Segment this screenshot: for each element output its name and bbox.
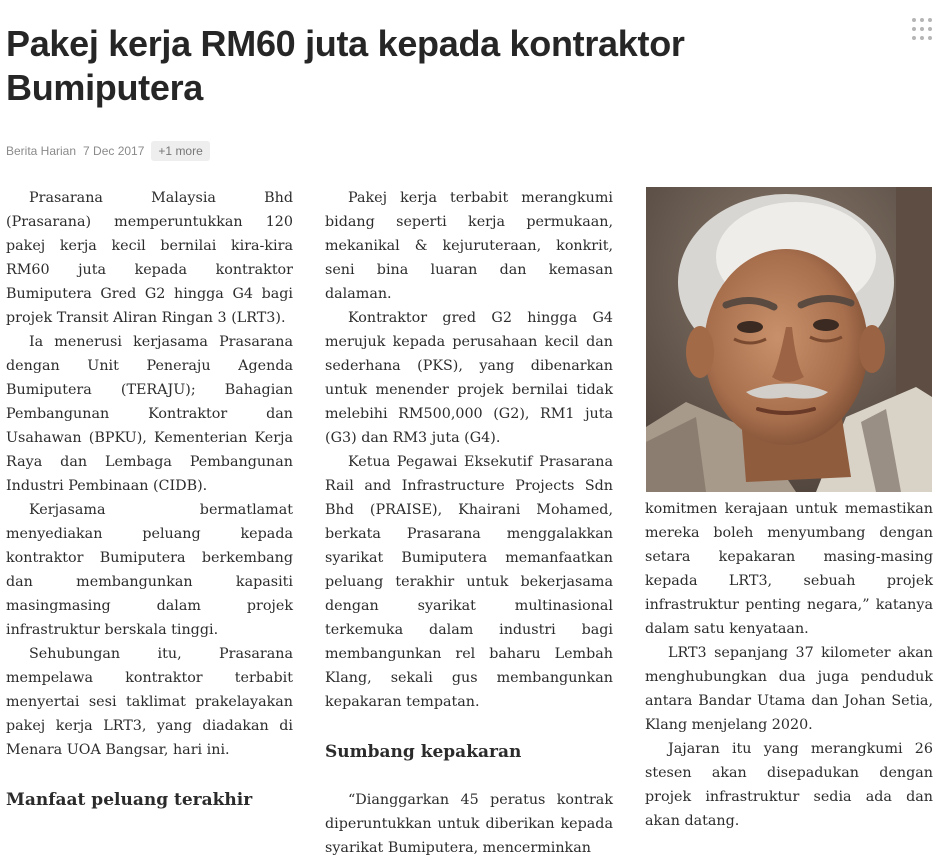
paragraph: LRT3 sepanjang 37 kilometer akan menghubungkan dua juga penduduk antara Bandar Utama dan Johan Setia, Klang menjelang 2020. [645, 645, 933, 733]
paragraph: Sehubungan itu, Prasarana mempelawa kontraktor terbabit menyertai sesi taklimat prakelayakan pakej kerja LRT3, yang diadakan di Menara UOA Bangsar, hari ini. [6, 646, 293, 758]
source-name[interactable]: Berita Harian [6, 144, 77, 158]
paragraph: Prasarana Malaysia Bhd (Prasarana) memperuntukkan 120 pakej kerja kecil bernilai kira-kira RM60 juta kepada kontraktor Bumiputera Gred G2 hingga G4 bagi projek Transit Aliran Ringan 3 (LRT3). [6, 190, 293, 326]
section-heading: Sumbang kepakaran [325, 742, 522, 762]
portrait-illustration [646, 187, 932, 492]
paragraph: Kontraktor gred G2 hingga G4 merujuk kepada perusahaan kecil dan sederhana (PKS), yang dibenarkan untuk menender projek bernilai tidak melebihi RM500,000 (G2), RM1 juta (G3) dan RM3 juta (G4). [325, 310, 613, 446]
paragraph: Ia menerusi kerjasama Prasarana dengan Unit Peneraju Agenda Bumiputera (TERAJU); Bahagian Pembangunan Kontraktor dan Usahawan (BPKU), Kementerian Kerja Raya dan Lembaga Pembangunan Industri Pembinaan (CIDB). [6, 334, 293, 494]
paragraph: komitmen kerajaan untuk memastikan mereka boleh menyumbang dengan setara kepakaran masing-masing kepada LRT3, sebuah projek infrastruktur penting negara,” katanya dalam satu kenyataan. [645, 501, 933, 637]
publish-date: 7 Dec 2017 [83, 144, 145, 158]
paragraph: “Dianggarkan 45 peratus kontrak diperuntukkan untuk diberikan kepada syarikat Bumiputera, mencerminkan [325, 792, 613, 856]
paragraph: Pakej kerja terbabit merangkumi bidang seperti kerja permukaan, mekanikal & kejuruteraan, konkrit, seni bina luaran dan kemasan dalaman. [325, 190, 613, 302]
section-heading: Manfaat peluang terakhir [6, 790, 253, 810]
article-column-3 [645, 497, 933, 833]
paragraph: Jajaran itu yang merangkumi 26 stesen akan disepadukan dengan projek infrastruktur sedia ada dan akan datang. [645, 741, 933, 829]
dots-grid-icon[interactable] [912, 18, 936, 42]
article-meta [6, 140, 210, 162]
article-title: Pakej kerja RM60 juta kepada kontraktor Bumiputera [6, 23, 685, 108]
paragraph: Ketua Pegawai Eksekutif Prasarana Rail and Infrastructure Projects Sdn Bhd (PRAISE), Khairani Mohamed, berkata Prasarana menggalakkan syarikat Bumiputera memanfaatkan peluang terakhir untuk bekerjasama dengan syarikat multinasional terkemuka dalam industri bagi membangunkan rel baharu Lembah Klang, sekali gus membangunkan kepakaran tempatan. [325, 454, 613, 710]
article-column-2 [325, 186, 613, 860]
paragraph: Kerjasama bermatlamat menyediakan peluang kepada kontraktor Bumiputera berkembang dan membangunkan kapasiti masingmasing dalam projek infrastruktur berskala tinggi. [6, 502, 293, 638]
article-column-1 [6, 186, 293, 812]
portrait-photo [646, 187, 932, 492]
more-sources-button[interactable]: +1 more [151, 141, 209, 161]
